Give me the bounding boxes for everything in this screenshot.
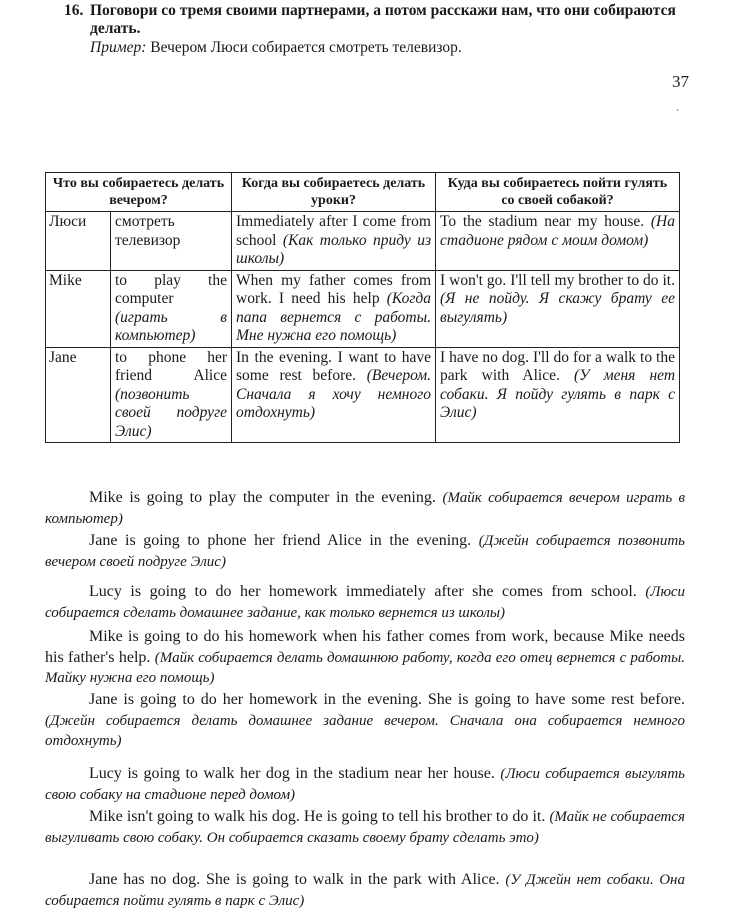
paragraph-text: Jane has no dog. She is going to walk in the park with Alice. [89, 871, 500, 888]
table-row [46, 270, 680, 347]
paragraph-translation: (Люси собирается выгулять свою собаку на стадионе перед домом) [45, 766, 686, 803]
paragraph-text: Mike is going to do his homework when his father comes from work, because Mike needs his father's help. [45, 628, 685, 666]
paragraph-translation: (Люси собирается сделать домашнее задание, как только вернется из школы) [45, 584, 686, 621]
header-evening: Что вы собираетесь делать вечером? [46, 173, 232, 212]
task-example [60, 39, 710, 57]
activity-translation: (позвонить своей подруге Элис) [115, 385, 227, 440]
row-activity [111, 270, 232, 347]
table-row [46, 212, 680, 271]
table-row [46, 347, 680, 443]
row-when [232, 270, 436, 347]
paragraph-translation: (Майк собирается вечером играть в компьютер) [45, 490, 686, 527]
paragraph-text: Lucy is going to walk her dog in the stadium near her house. [89, 765, 495, 782]
task-number: 16. [64, 2, 84, 19]
example-text: Вечером Люси собирается смотреть телевизор. [150, 39, 462, 56]
answers-table [45, 172, 680, 443]
row-activity [111, 347, 232, 443]
paragraph [45, 807, 685, 848]
paragraph-text: Mike isn't going to walk his dog. He is going to tell his brother to do it. [89, 808, 546, 825]
scan-mark: ˊ [676, 109, 680, 120]
where-translation: (У меня нет собаки. Я пойду гулять в парк с Элис) [440, 367, 676, 421]
where-translation: (Я не пойду. Я скажу брату ее выгулять) [440, 290, 675, 326]
row-name: Jane [46, 347, 111, 443]
example-label: Пример: [90, 39, 147, 56]
when-translation: (Как только приду из школы) [236, 231, 431, 267]
when-translation: (Вечером. Сначала я хочу немного отдохнуть) [236, 367, 432, 421]
paragraph [45, 870, 685, 911]
paragraph-translation: (Джейн собирается делать домашнее задание вечером. Сначала она собирается немного отдохнуть) [45, 712, 685, 749]
page-number: 37 [672, 72, 689, 91]
when-text: In the evening. I want to have some rest before. [236, 348, 431, 384]
paragraph-text: Jane is going to do her homework in the evening. She is going to have some rest before. [89, 691, 685, 708]
when-text: Immediately after I come from school [236, 213, 431, 249]
paragraph [45, 627, 685, 689]
task-heading [60, 2, 710, 57]
row-name: Люси [46, 212, 111, 271]
activity-text: to play the computer [115, 271, 227, 307]
paragraph-translation: (Майк собирается делать домашнюю работу, когда его отец вернется с работы. Майку нужна его помощь) [45, 649, 686, 686]
when-text: When my father comes from work. I need his help [236, 271, 431, 307]
paragraph-translation: (У Джейн нет собаки. Она собирается пойти гулять в парк с Элис) [45, 872, 685, 909]
paragraph-text: Jane is going to phone her friend Alice in the evening. [89, 532, 472, 549]
when-translation: (Когда папа вернется с работы. Мне нужна его помощь) [236, 290, 432, 344]
where-text: I have no dog. I'll do for a walk to the park with Alice. [440, 348, 675, 384]
paragraph-translation: (Джейн собирается позвонить вечером своей подруге Элис) [45, 533, 686, 570]
paragraph [45, 582, 685, 623]
row-name: Mike [46, 270, 111, 347]
activity-text: смотреть телевизор [115, 213, 181, 249]
row-where [436, 270, 680, 347]
activity-text: to phone her friend Alice [115, 348, 227, 384]
task-instruction: Поговори со тремя своими партнерами, а потом расскажи нам, что они собираются делать. [90, 2, 676, 37]
row-where [436, 347, 680, 443]
where-translation: (На стадионе рядом с моим домом) [440, 213, 675, 249]
paragraph [45, 764, 685, 805]
where-text: I won't go. I'll tell my brother to do it. [440, 271, 675, 289]
row-when [232, 212, 436, 271]
row-where [436, 212, 680, 271]
paragraph-text: Mike is going to play the computer in the evening. [89, 489, 436, 506]
paragraph [45, 488, 685, 529]
paragraph-translation: (Майк не собирается выгуливать свою собаку. Он собирается сказать своему брату сделать это) [45, 809, 686, 846]
row-when [232, 347, 436, 443]
table-header-row [46, 173, 680, 212]
row-activity [111, 212, 232, 271]
header-dog: Куда вы собираетесь пойти гулять со своей собакой? [436, 173, 680, 212]
paragraph-text: Lucy is going to do her homework immediately after she comes from school. [89, 583, 637, 600]
paragraph [45, 531, 685, 572]
activity-translation: (играть в компьютер) [115, 308, 227, 344]
where-text: To the stadium near my house. [440, 213, 645, 230]
paragraph [45, 690, 685, 752]
header-homework: Когда вы собираетесь делать уроки? [232, 173, 436, 212]
